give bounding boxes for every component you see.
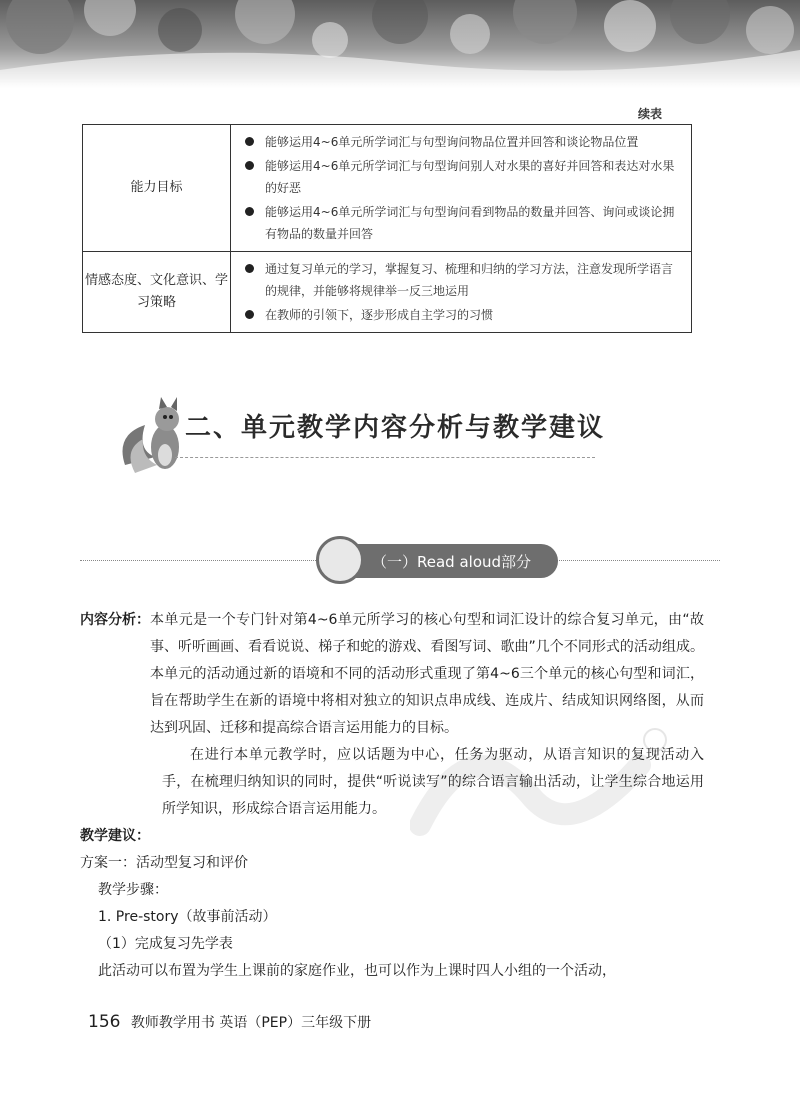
steps-label: 教学步骤： xyxy=(98,882,168,898)
section-underline xyxy=(175,457,595,458)
bullet-icon xyxy=(245,310,254,319)
page-number: 156 xyxy=(88,1012,121,1032)
analysis-label: 内容分析： xyxy=(80,612,150,628)
last-line: 此活动可以布置为学生上课前的家庭作业，也可以作为上课时四人小组的一个活动， xyxy=(98,963,616,979)
decorative-header-banner xyxy=(0,0,800,88)
list-item xyxy=(243,155,681,199)
item-text: 能够运用4~6单元所学词汇与句型询问别人对水果的喜好并回答和表达对水果的好恶 xyxy=(265,159,675,195)
bullet-icon xyxy=(245,264,254,273)
step-1-1: （1）完成复习先学表 xyxy=(98,936,233,952)
section-title: 二、单元教学内容分析与教学建议 xyxy=(185,413,606,443)
item-text: 在教师的引领下，逐步形成自主学习的习惯 xyxy=(265,308,494,322)
analysis-text: 本单元是一个专门针对第4~6单元所学习的核心句型和词汇设计的综合复习单元，由“故事、听听画画、看看说说、梯子和蛇的游戏、看图写词、歌曲”几个不同形式的活动组成。本单元的活动通过新的语境和不同的活动形式重现了第4~6三个单元的核心句型和词汇，旨在帮助学生在新的语境中将相对独立的知识点串成线、连成片、结成知识网络图，从而达到巩固、迁移和提高综合语言运用能力的目标。 xyxy=(150,612,704,736)
table-row xyxy=(83,125,692,252)
page-footer xyxy=(88,1012,371,1032)
analysis-paragraph xyxy=(80,607,704,742)
list-item xyxy=(243,304,681,326)
analysis-paragraph-2: 在进行本单元教学时，应以话题为中心，任务为驱动，从语言知识的复现活动入手，在梳理归纳知识的同时，提供“听说读写”的综合语言输出活动，让学生综合地运用所学知识，形成综合语言运用能力。 xyxy=(162,747,704,817)
table-row xyxy=(83,252,692,333)
row-content xyxy=(231,252,692,333)
list-item xyxy=(243,201,681,245)
subsection-title: （一）Read aloud部分 xyxy=(372,553,532,571)
suggestions-label: 教学建议： xyxy=(80,828,150,844)
item-text: 能够运用4~6单元所学词汇与句型询问物品位置并回答和谈论物品位置 xyxy=(265,135,639,149)
book-title: 教师教学用书 英语（PEP）三年级下册 xyxy=(130,1015,372,1031)
section-heading xyxy=(115,395,606,490)
continued-label: 续表 xyxy=(637,107,662,121)
step-1: 1. Pre-story（故事前活动） xyxy=(98,909,277,925)
list-item xyxy=(243,258,681,302)
main-text xyxy=(80,607,704,985)
bullet-icon xyxy=(245,161,254,170)
item-text: 能够运用4~6单元所学词汇与句型询问看到物品的数量并回答、询问或谈论拥有物品的数量并回答 xyxy=(265,205,675,241)
bullet-icon xyxy=(245,137,254,146)
bear-icon xyxy=(316,536,364,584)
item-text: 通过复习单元的学习，掌握复习、梳理和归纳的学习方法，注意发现所学语言的规律，并能够将规律举一反三地运用 xyxy=(265,262,674,298)
fox-mascot-icon xyxy=(115,395,195,485)
row-label: 情感态度、文化意识、学习策略 xyxy=(83,252,231,333)
objectives-table xyxy=(82,124,692,333)
row-label: 能力目标 xyxy=(83,125,231,252)
plan-title: 方案一：活动型复习和评价 xyxy=(80,855,248,871)
list-item xyxy=(243,131,681,153)
floral-pattern xyxy=(0,0,800,88)
row-content xyxy=(231,125,692,252)
bullet-icon xyxy=(245,207,254,216)
